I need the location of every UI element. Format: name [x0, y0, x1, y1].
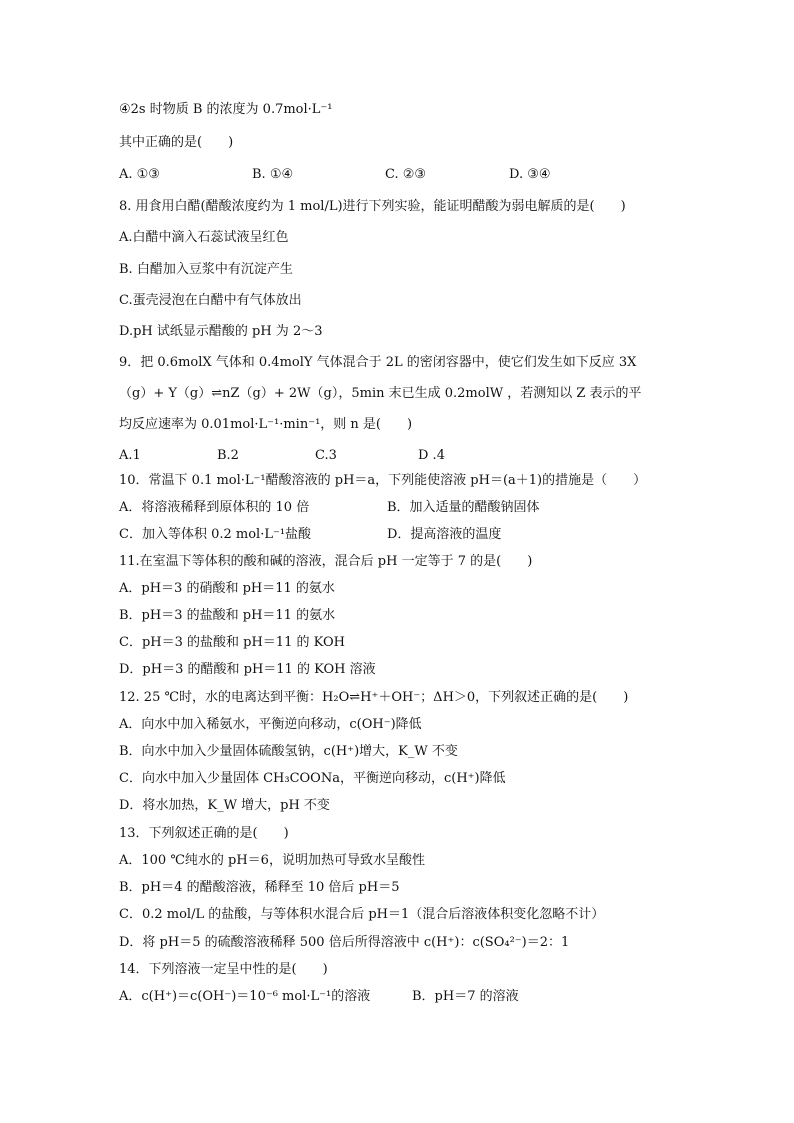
q12-d	[0, 797, 794, 815]
q8-b-text: B. 白醋加入豆浆中有沉淀产生	[119, 262, 293, 277]
q12-b	[0, 743, 794, 761]
q11-b	[0, 607, 794, 625]
q11-a-text: A．pH＝3 的硝酸和 pH＝11 的氨水	[119, 581, 335, 596]
q12-c-text: C．向水中加入少量固体 CH₃COONa，平衡逆向移动，c(H⁺)降低	[119, 771, 506, 786]
q9-stem-1	[0, 354, 794, 372]
q12-a-text: A．向水中加入稀氨水，平衡逆向移动，c(OH⁻)降低	[119, 717, 422, 732]
q10-ab	[0, 499, 794, 517]
q10-option-d: D．提高溶液的温度	[387, 527, 502, 542]
q7-option-b: B. ①④	[252, 167, 294, 182]
q10-option-c: C．加入等体积 0.2 mol·L⁻¹盐酸	[119, 527, 312, 542]
q7-option-a: A. ①③	[119, 167, 160, 182]
q7-question-text: 其中正确的是( )	[119, 135, 234, 150]
q8-d	[0, 323, 794, 341]
q11-stem-text: 11.在室温下等体积的酸和碱的溶液，混合后 pH 一定等于 7 的是( )	[119, 554, 533, 569]
q14-option-b: B．pH＝7 的溶液	[412, 989, 519, 1004]
q11-c	[0, 634, 794, 652]
q13-c	[0, 906, 794, 924]
q9-option-a: A.1	[119, 448, 141, 463]
q10-option-a: A．将溶液稀释到原体积的 10 倍	[119, 500, 310, 515]
q13-c-text: C．0.2 mol/L 的盐酸，与等体积水混合后 pH＝1（混合后溶液体积变化忽略不计）	[119, 907, 605, 922]
q12-c	[0, 770, 794, 788]
q8-d-text: D.pH 试纸显示醋酸的 pH 为 2～3	[119, 324, 323, 339]
q10-cd	[0, 526, 794, 544]
q11-d	[0, 661, 794, 679]
q8-b	[0, 261, 794, 279]
q9-stem-2	[0, 385, 794, 403]
q7-item4-text: ④2s 时物质 B 的浓度为 0.7mol·L⁻¹	[119, 102, 333, 117]
q8-c-text: C.蛋壳浸泡在白醋中有气体放出	[119, 293, 302, 308]
q11-c-text: C．pH＝3 的盐酸和 pH＝11 的 KOH	[119, 635, 345, 650]
q8-stem	[0, 198, 794, 216]
q8-a-text: A.白醋中滴入石蕊试液呈红色	[119, 230, 289, 245]
q7-option-c: C. ②③	[385, 167, 427, 182]
q10-option-b: B．加入适量的醋酸钠固体	[387, 500, 540, 515]
q8-stem-text: 8. 用食用白醋(醋酸浓度约为 1 mol/L)进行下列实验，能证明醋酸为弱电解质的是( )	[119, 199, 626, 214]
q11-stem	[0, 553, 794, 571]
q10-stem-text: 10．常温下 0.1 mol·L⁻¹醋酸溶液的 pH＝a，下列能使溶液 pH＝(a＋1)的措施是（ ）	[119, 473, 647, 488]
q14-stem-text: 14．下列溶液一定呈中性的是( )	[119, 962, 328, 977]
q11-a	[0, 580, 794, 598]
q13-stem	[0, 825, 794, 843]
q12-stem	[0, 689, 794, 707]
q9-stem-1-text: 9．把 0.6molX 气体和 0.4molY 气体混合于 2L 的密闭容器中，使它们发生如下反应 3X	[119, 355, 637, 370]
q11-b-text: B．pH＝3 的盐酸和 pH＝11 的氨水	[119, 608, 336, 623]
q7-question	[0, 134, 794, 152]
q14-stem	[0, 961, 794, 979]
q12-stem-text: 12. 25 ℃时，水的电离达到平衡：H₂O⇌H⁺＋OH⁻；ΔH＞0，下列叙述正确的是( )	[119, 690, 629, 705]
q13-d-text: D．将 pH＝5 的硫酸溶液稀释 500 倍后所得溶液中 c(H⁺)：c(SO₄²⁻)＝2：1	[119, 935, 570, 950]
q9-option-b: B.2	[217, 448, 239, 463]
q13-d	[0, 934, 794, 952]
q12-b-text: B．向水中加入少量固体硫酸氢钠，c(H⁺)增大，K_W 不变	[119, 744, 458, 759]
q7-option-d: D. ③④	[509, 167, 551, 182]
q7-options	[0, 166, 794, 184]
q13-b-text: B．pH＝4 的醋酸溶液，稀释至 10 倍后 pH＝5	[119, 880, 400, 895]
q8-a	[0, 229, 794, 247]
q14-ab	[0, 988, 794, 1006]
q7-item4	[0, 101, 794, 119]
q10-stem	[0, 472, 794, 490]
q13-a	[0, 852, 794, 870]
q13-a-text: A．100 ℃纯水的 pH＝6，说明加热可导致水呈酸性	[119, 853, 425, 868]
q9-options	[0, 447, 794, 465]
q13-stem-text: 13．下列叙述正确的是( )	[119, 826, 289, 841]
q9-option-d: D .4	[418, 448, 445, 463]
q11-d-text: D．pH＝3 的醋酸和 pH＝11 的 KOH 溶液	[119, 662, 376, 677]
q9-stem-3	[0, 416, 794, 434]
q12-d-text: D．将水加热，K_W 增大，pH 不变	[119, 798, 330, 813]
q13-b	[0, 879, 794, 897]
q9-option-c: C.3	[315, 448, 337, 463]
q9-stem-2-text: （g）+ Y（g）⇌nZ（g）+ 2W（g），5min 末已生成 0.2molW ，若测知以 Z 表示的平	[119, 386, 642, 401]
q14-option-a: A．c(H⁺)＝c(OH⁻)＝10⁻⁶ mol·L⁻¹的溶液	[119, 989, 371, 1004]
q12-a	[0, 716, 794, 734]
q9-stem-3-text: 均反应速率为 0.01mol·L⁻¹·min⁻¹，则 n 是( )	[119, 417, 413, 432]
q8-c	[0, 292, 794, 310]
